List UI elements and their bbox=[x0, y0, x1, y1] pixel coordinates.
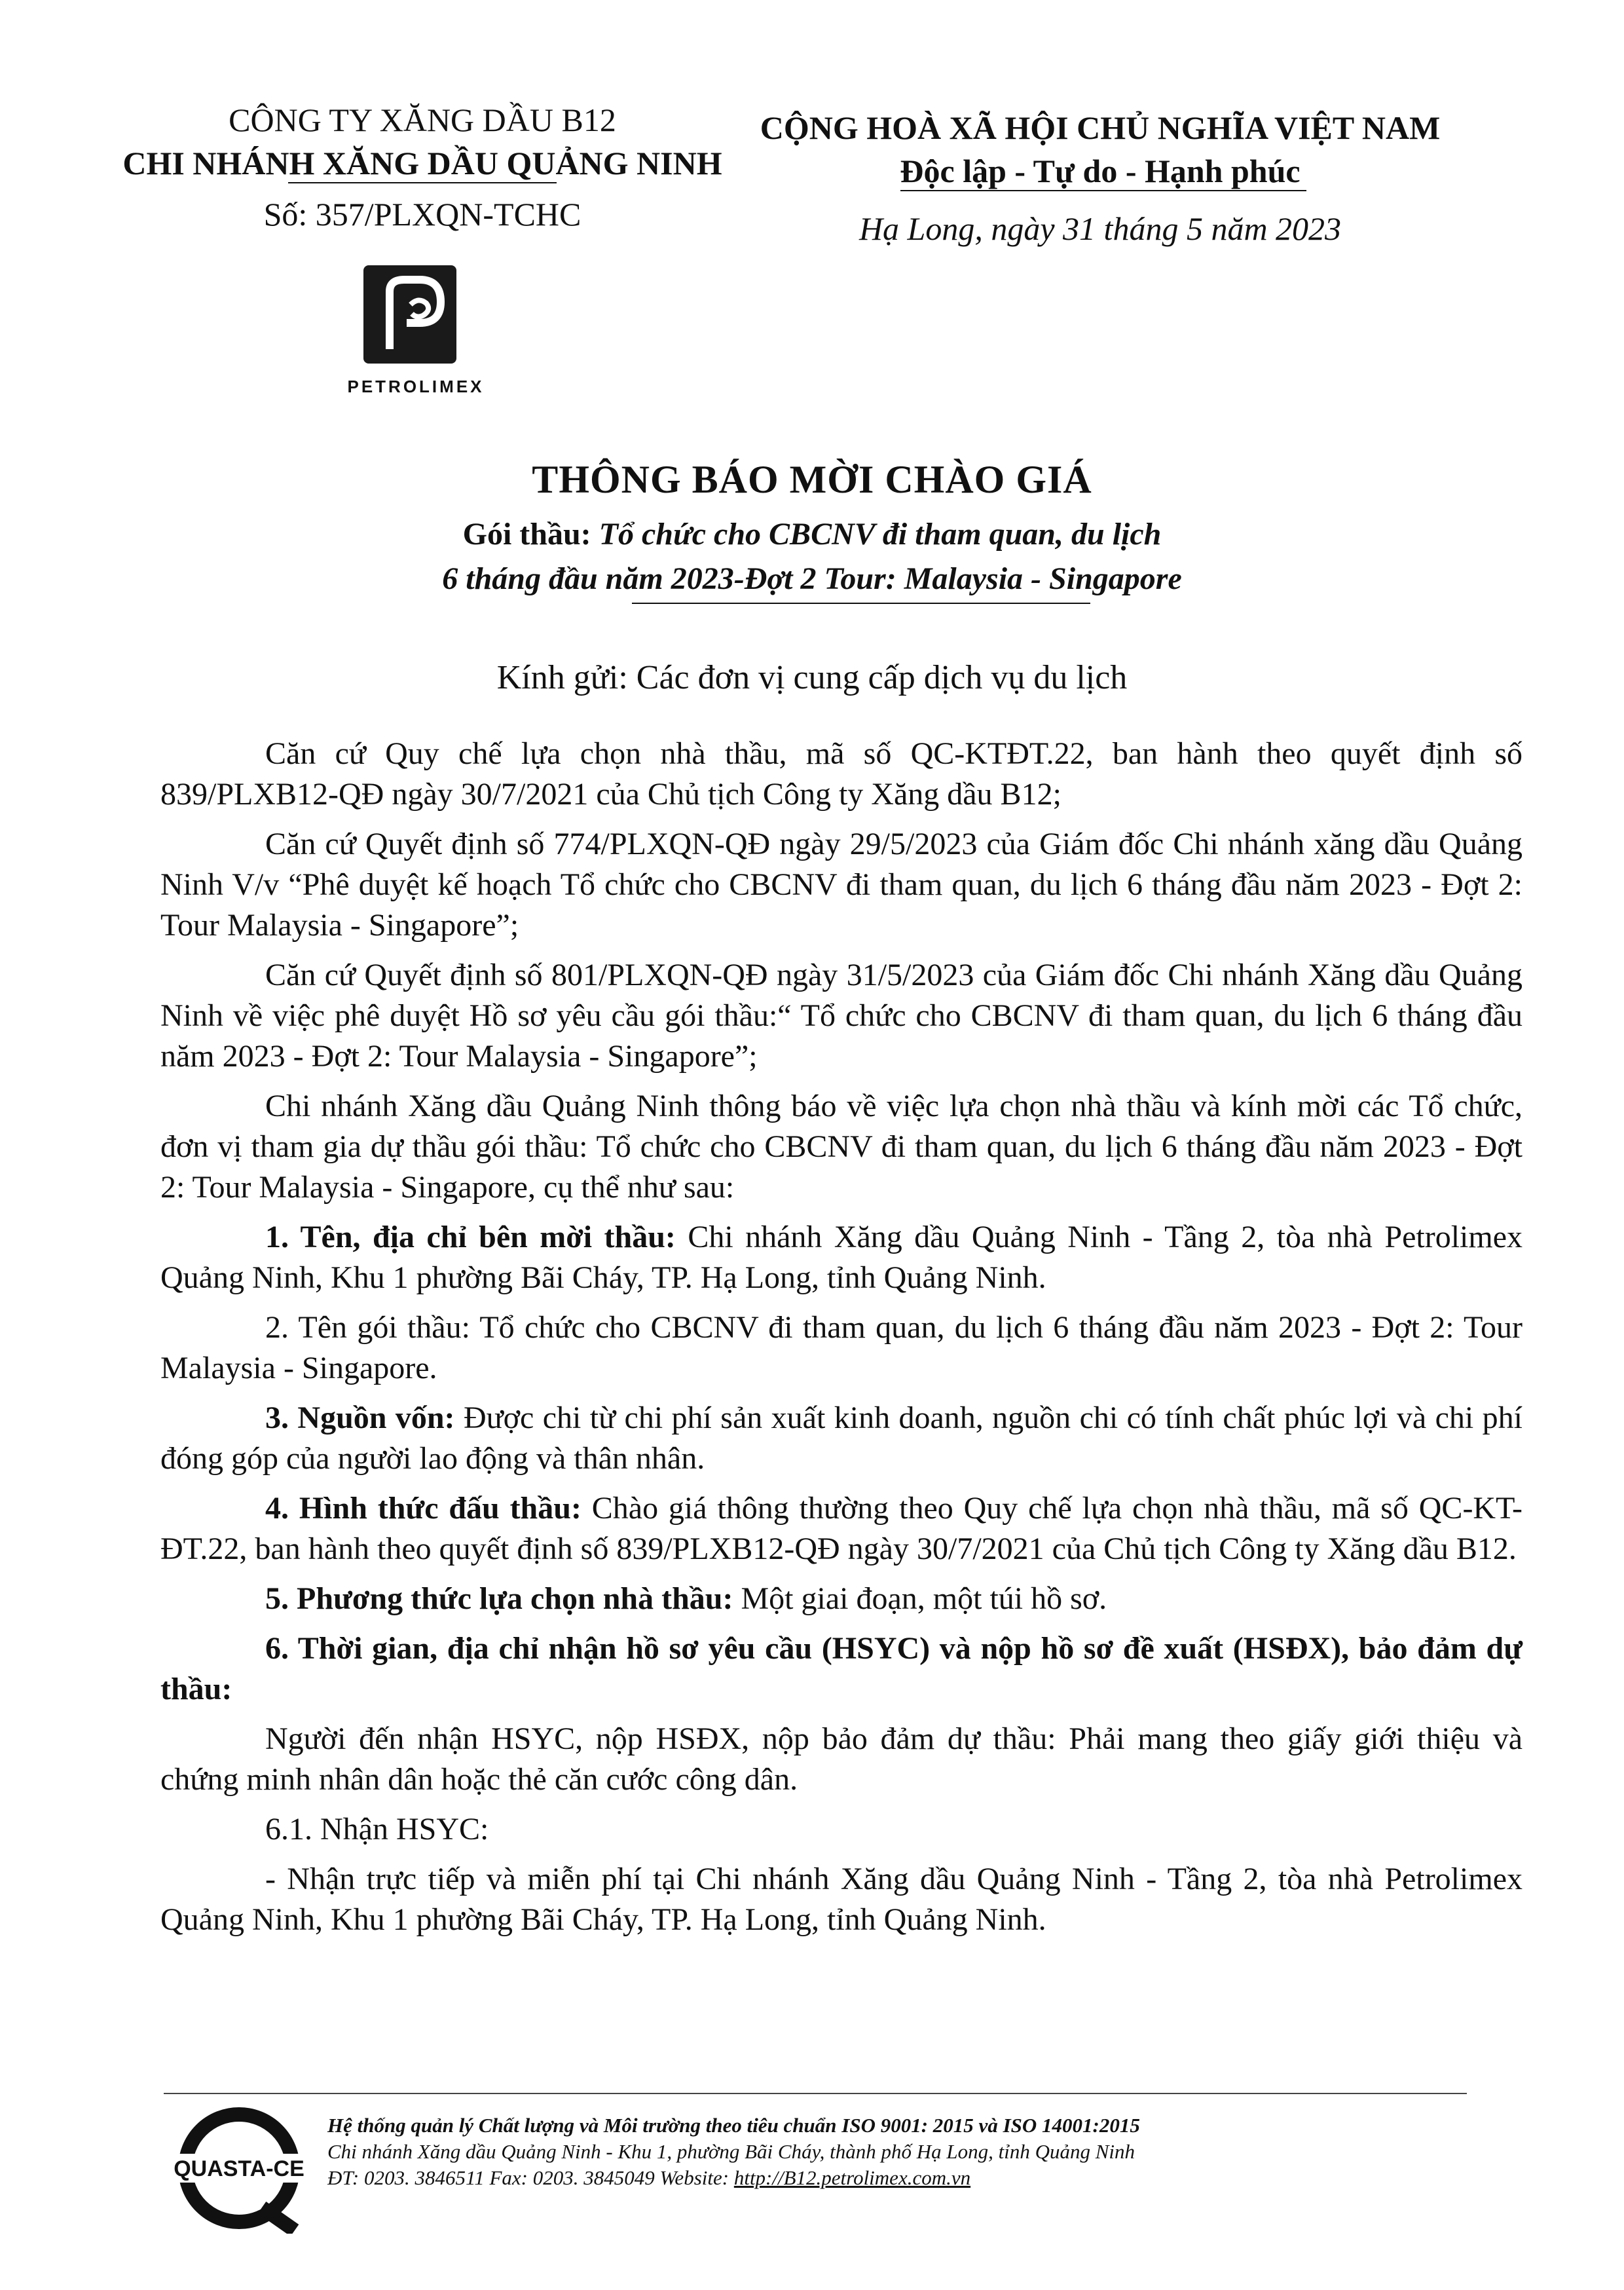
document-body bbox=[160, 734, 1522, 1940]
quasta-cert-icon bbox=[164, 2103, 314, 2234]
section-4 bbox=[160, 1488, 1522, 1569]
tender-line-2: 6 tháng đầu năm 2023-Đợt 2 Tour: Malaysia - Singapore bbox=[442, 561, 1182, 596]
footer-address: Chi nhánh Xăng dầu Quảng Ninh - Khu 1, phường Bãi Cháy, thành phố Hạ Long, tỉnh Quảng Ninh bbox=[327, 2140, 1135, 2163]
section-1-label: 1. Tên, địa chỉ bên mời thầu: bbox=[265, 1220, 676, 1254]
section-5 bbox=[160, 1579, 1522, 1619]
branch-name: CHI NHÁNH XĂNG DẦU QUẢNG NINH bbox=[122, 145, 722, 181]
paragraph-1: Căn cứ Quy chế lựa chọn nhà thầu, mã số QC-KTĐT.22, ban hành theo quyết định số 839/PLXB12-QĐ ngày 30/7/2021 của Chủ tịch Công ty Xăng dầu B12; bbox=[160, 736, 1522, 812]
paragraph-3: Căn cứ Quyết định số 801/PLXQN-QĐ ngày 31/5/2023 của Giám đốc Chi nhánh Xăng dầu Quảng Ninh về việc phê duyệt Hồ sơ yêu cầu gói thầu:“ Tổ chức cho CBCNV đi tham quan, du lịch 6 tháng đầu năm 2023 - Đợt 2: Tour Malaysia - Singapore”; bbox=[160, 958, 1522, 1074]
issuer-block bbox=[111, 98, 733, 236]
nation-block bbox=[727, 106, 1473, 250]
document-title: THÔNG BÁO MỜI CHÀO GIÁ bbox=[532, 458, 1092, 501]
logo-text: PETROLIMEX bbox=[347, 377, 485, 396]
section-1 bbox=[160, 1217, 1522, 1298]
subtitle-underline bbox=[632, 603, 1090, 604]
issue-date: Hạ Long, ngày 31 tháng 5 năm 2023 bbox=[858, 210, 1342, 247]
section-6-text: Người đến nhận HSYC, nộp HSĐX, nộp bảo đảm dự thầu: Phải mang theo giấy giới thiệu và chứng minh nhân dân hoặc thẻ căn cước công dân. bbox=[160, 1721, 1522, 1797]
section-3-text: Được chi từ chi phí sản xuất kinh doanh, nguồn chi có tính chất phúc lợi và chi phí đóng góp của người lao động và thân nhân. bbox=[160, 1400, 1522, 1476]
website-link[interactable]: http://B12.petrolimex.com.vn bbox=[733, 2166, 971, 2189]
section-6-1-text: - Nhận trực tiếp và miễn phí tại Chi nhánh Xăng dầu Quảng Ninh - Tầng 2, tòa nhà Petrolimex Quảng Ninh, Khu 1 phường Bãi Cháy, TP. Hạ Long, tỉnh Quảng Ninh. bbox=[160, 1862, 1522, 1937]
quasta-label: QUASTA-CE bbox=[174, 2156, 304, 2181]
section-3-label: 3. Nguồn vốn: bbox=[265, 1400, 455, 1435]
section-4-text: Chào giá thông thường theo Quy chế lựa chọn nhà thầu, mã số QC-KT-ĐT.22, ban hành theo quyết định số 839/PLXB12-QĐ ngày 30/7/2021 của Chủ tịch Công ty Xăng dầu B12. bbox=[160, 1491, 1522, 1566]
issuer-underline bbox=[288, 182, 557, 183]
nation-title: CỘNG HOÀ XÃ HỘI CHỦ NGHĨA VIỆT NAM bbox=[760, 109, 1441, 146]
tender-subtitle bbox=[0, 512, 1624, 601]
company-name: CÔNG TY XĂNG DẦU B12 bbox=[229, 102, 616, 138]
motto: Độc lập - Tự do - Hạnh phúc bbox=[900, 153, 1301, 189]
paragraph-4: Chi nhánh Xăng dầu Quảng Ninh thông báo về việc lựa chọn nhà thầu và kính mời các Tổ chức, đơn vị tham gia dự thầu gói thầu: Tổ chức cho CBCNV đi tham quan, du lịch 6 tháng đầu năm 2023 - Đợt 2: Tour Malaysia - Singapore, cụ thể như sau: bbox=[160, 1089, 1522, 1205]
footer-phone-fax: ĐT: 0203. 3846511 Fax: 0203. 3845049 Website: bbox=[327, 2166, 734, 2189]
section-4-label: 4. Hình thức đấu thầu: bbox=[265, 1491, 581, 1526]
greeting: Kính gửi: Các đơn vị cung cấp dịch vụ du lịch bbox=[496, 659, 1128, 696]
section-5-text: Một giai đoạn, một túi hồ sơ. bbox=[733, 1581, 1107, 1616]
section-6-heading: 6. Thời gian, địa chỉ nhận hồ sơ yêu cầu (HSYC) và nộp hồ sơ đề xuất (HSĐX), bảo đảm dự thầu: bbox=[160, 1631, 1522, 1706]
petrolimex-logo bbox=[363, 265, 456, 364]
footer-info bbox=[327, 2112, 1480, 2191]
section-2: 2. Tên gói thầu: Tổ chức cho CBCNV đi tham quan, du lịch 6 tháng đầu năm 2023 - Đợt 2: Tour Malaysia - Singapore. bbox=[160, 1310, 1522, 1385]
section-1-text: Chi nhánh Xăng dầu Quảng Ninh - Tầng 2, tòa nhà Petrolimex Quảng Ninh, Khu 1 phường Bãi Cháy, TP. Hạ Long, tỉnh Quảng Ninh. bbox=[160, 1220, 1522, 1295]
section-6-1-heading: 6.1. Nhận HSYC: bbox=[265, 1812, 489, 1847]
section-3 bbox=[160, 1398, 1522, 1479]
quasta-badge bbox=[164, 2103, 314, 2237]
paragraph-2: Căn cứ Quyết định số 774/PLXQN-QĐ ngày 29/5/2023 của Giám đốc Chi nhánh xăng dầu Quảng Ninh V/v “Phê duyệt kế hoạch Tổ chức cho CBCNV đi tham quan, du lịch 6 tháng đầu năm 2023 - Đợt 2: Tour Malaysia - Singapore”; bbox=[160, 827, 1522, 943]
footer-contacts bbox=[327, 2165, 1480, 2191]
footer-iso: Hệ thống quản lý Chất lượng và Môi trường theo tiêu chuẩn ISO 9001: 2015 và ISO 14001:2015 bbox=[327, 2114, 1140, 2137]
document-number: Số: 357/PLXQN-TCHC bbox=[263, 196, 581, 233]
petrolimex-emblem-icon bbox=[363, 265, 456, 364]
tender-line-1: Tổ chức cho CBCNV đi tham quan, du lịch bbox=[599, 517, 1162, 552]
footer-divider bbox=[164, 2093, 1467, 2094]
motto-underline bbox=[900, 190, 1306, 191]
section-5-label: 5. Phương thức lựa chọn nhà thầu: bbox=[265, 1581, 733, 1616]
tender-label: Gói thầu: bbox=[462, 517, 599, 552]
